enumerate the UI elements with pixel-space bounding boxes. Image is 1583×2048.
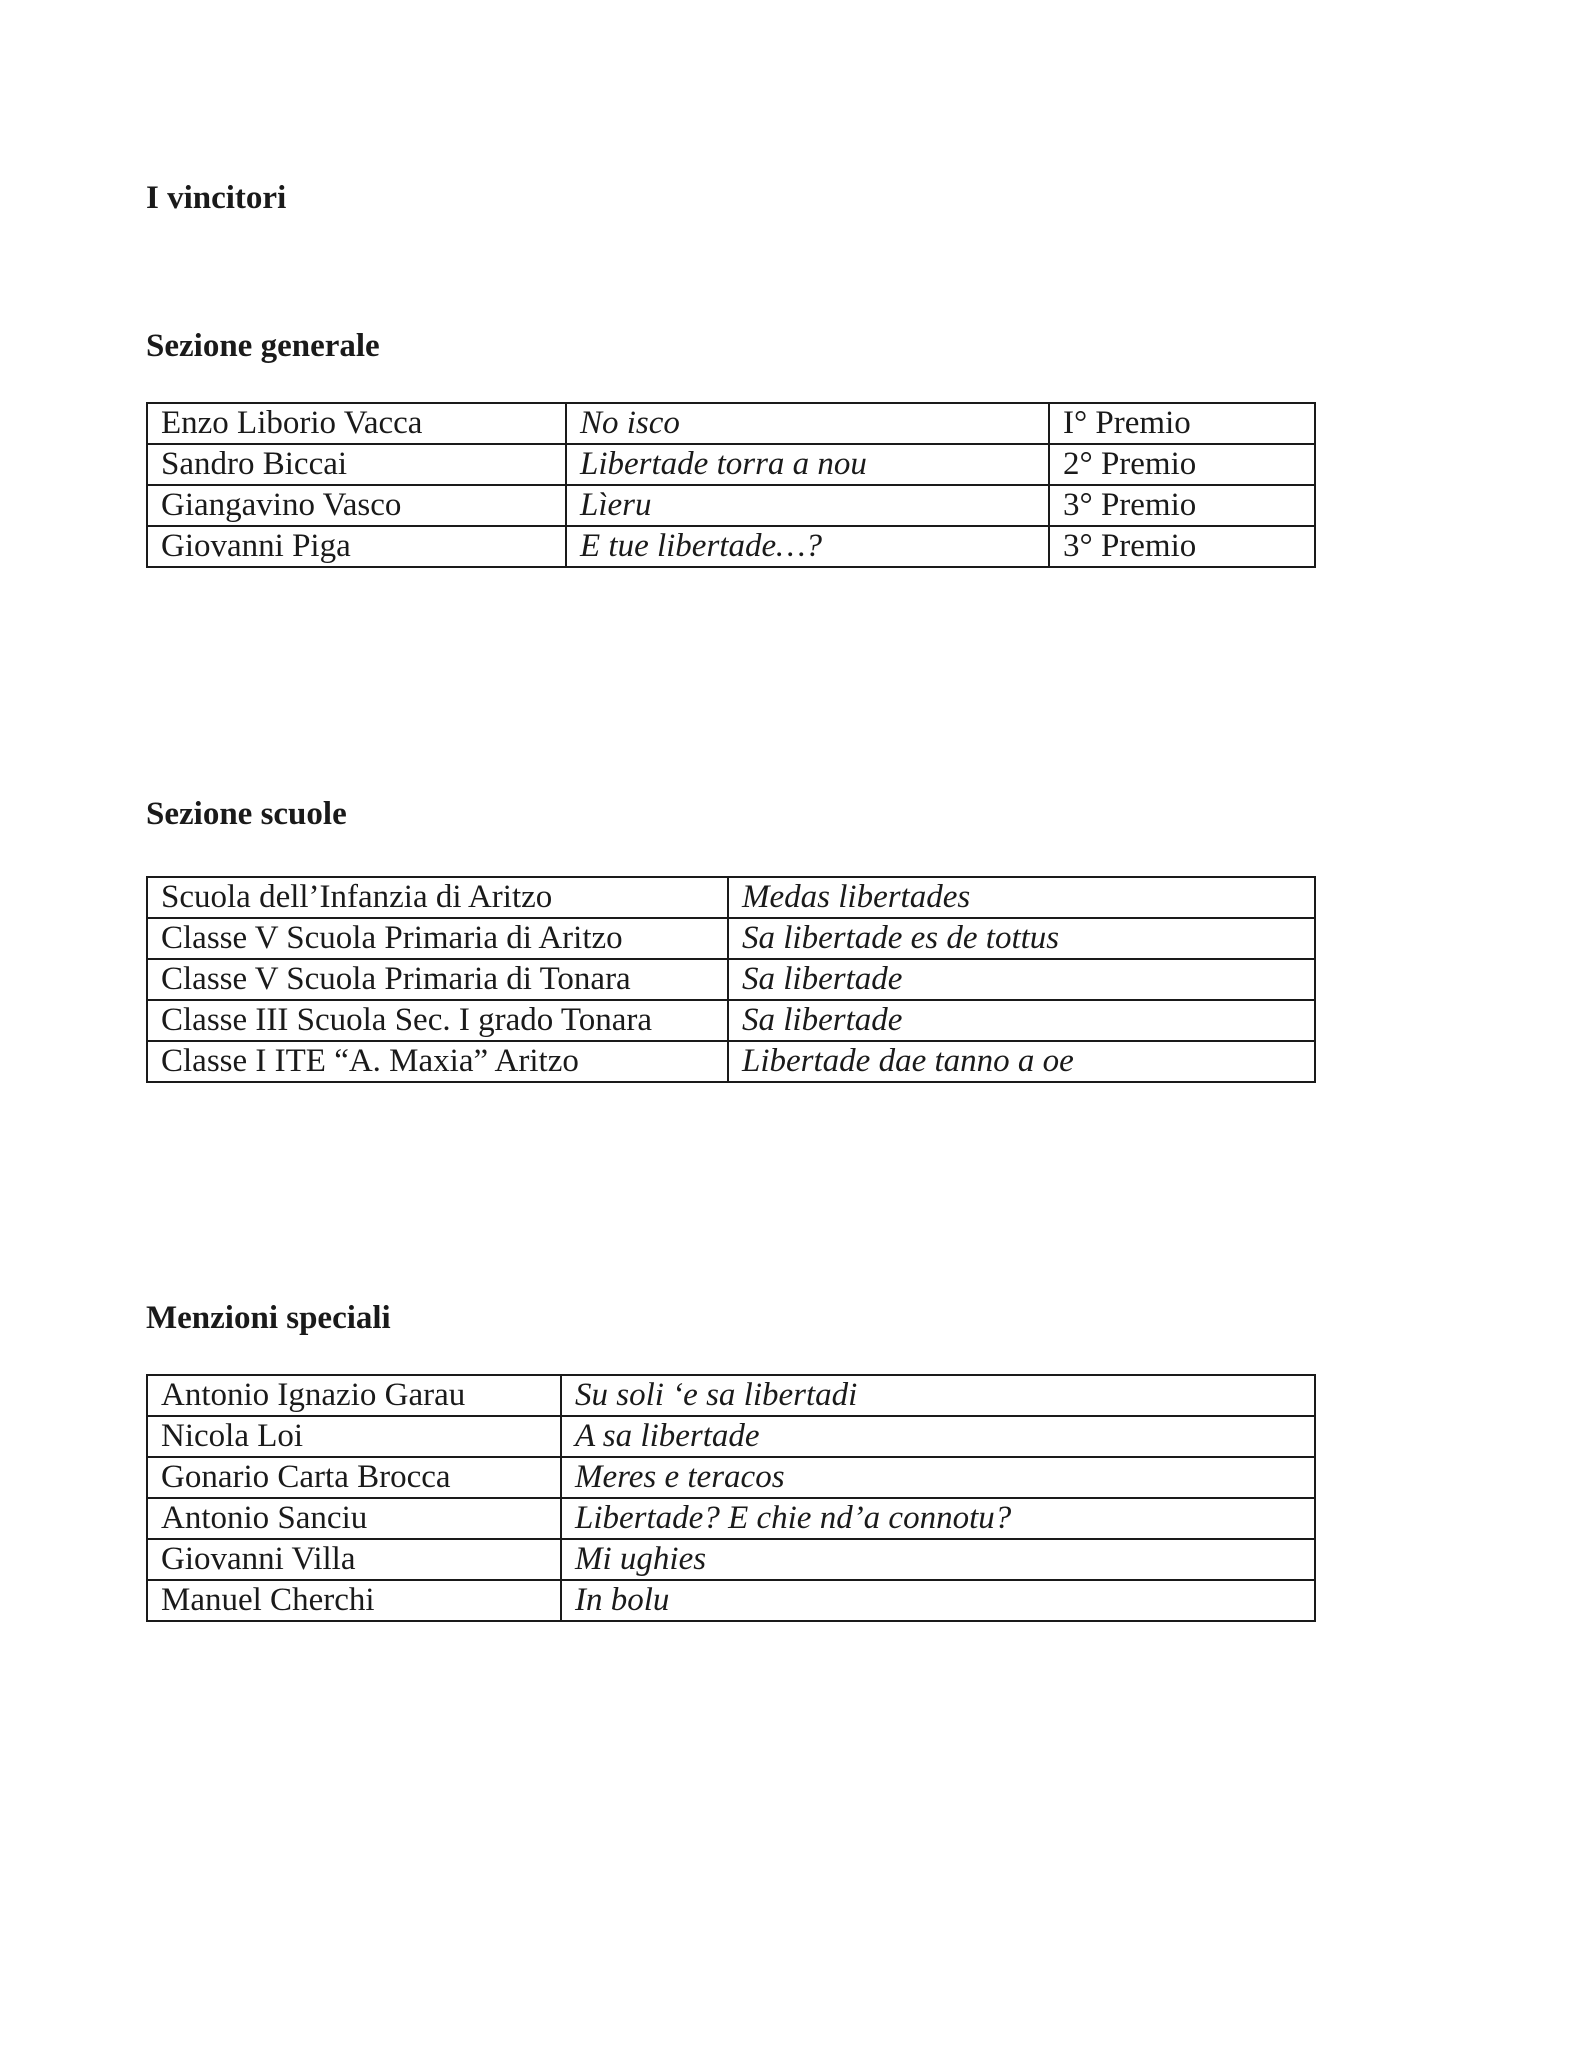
work-title: Medas libertades <box>728 877 1315 918</box>
prize-label: I° Premio <box>1049 403 1315 444</box>
work-title: Sa libertade es de tottus <box>728 918 1315 959</box>
table-row <box>147 1457 1315 1498</box>
work-title: E tue libertade…? <box>566 526 1049 567</box>
work-title: Sa libertade <box>728 1000 1315 1041</box>
table-row <box>147 1416 1315 1457</box>
table-row <box>147 1498 1315 1539</box>
winner-name: Giovanni Piga <box>147 526 566 567</box>
work-title: A sa libertade <box>561 1416 1315 1457</box>
table-row <box>147 959 1315 1000</box>
table-row <box>147 918 1315 959</box>
table-row <box>147 1580 1315 1621</box>
work-title: Su soli ‘e sa libertadi <box>561 1375 1315 1416</box>
work-title: In bolu <box>561 1580 1315 1621</box>
work-title: Libertade? E chie nd’a connotu? <box>561 1498 1315 1539</box>
school-name: Classe I ITE “A. Maxia” Aritzo <box>147 1041 728 1082</box>
table-row <box>147 485 1315 526</box>
prize-label: 3° Premio <box>1049 526 1315 567</box>
author-name: Nicola Loi <box>147 1416 561 1457</box>
school-name: Classe V Scuola Primaria di Tonara <box>147 959 728 1000</box>
work-title: Libertade torra a nou <box>566 444 1049 485</box>
table-row <box>147 444 1315 485</box>
table-row <box>147 403 1315 444</box>
table-sezione-scuole <box>146 876 1316 1083</box>
work-title: Libertade dae tanno a oe <box>728 1041 1315 1082</box>
winner-name: Giangavino Vasco <box>147 485 566 526</box>
prize-label: 2° Premio <box>1049 444 1315 485</box>
table-row <box>147 1000 1315 1041</box>
work-title: Mi ughies <box>561 1539 1315 1580</box>
winner-name: Enzo Liborio Vacca <box>147 403 566 444</box>
author-name: Antonio Ignazio Garau <box>147 1375 561 1416</box>
author-name: Giovanni Villa <box>147 1539 561 1580</box>
author-name: Manuel Cherchi <box>147 1580 561 1621</box>
school-name: Classe V Scuola Primaria di Aritzo <box>147 918 728 959</box>
table-row <box>147 877 1315 918</box>
table-menzioni-speciali <box>146 1374 1316 1622</box>
table-row <box>147 1375 1315 1416</box>
table-sezione-generale <box>146 402 1316 568</box>
table-row <box>147 1041 1315 1082</box>
work-title: Sa libertade <box>728 959 1315 1000</box>
winner-name: Sandro Biccai <box>147 444 566 485</box>
author-name: Antonio Sanciu <box>147 1498 561 1539</box>
school-name: Classe III Scuola Sec. I grado Tonara <box>147 1000 728 1041</box>
section-heading-menzioni: Menzioni speciali <box>146 1300 391 1336</box>
section-heading-generale: Sezione generale <box>146 328 380 364</box>
prize-label: 3° Premio <box>1049 485 1315 526</box>
school-name: Scuola dell’Infanzia di Aritzo <box>147 877 728 918</box>
work-title: No isco <box>566 403 1049 444</box>
table-row <box>147 1539 1315 1580</box>
work-title: Meres e teracos <box>561 1457 1315 1498</box>
section-heading-scuole: Sezione scuole <box>146 796 347 832</box>
work-title: Lìeru <box>566 485 1049 526</box>
table-row <box>147 526 1315 567</box>
author-name: Gonario Carta Brocca <box>147 1457 561 1498</box>
document-title: I vincitori <box>146 180 287 216</box>
